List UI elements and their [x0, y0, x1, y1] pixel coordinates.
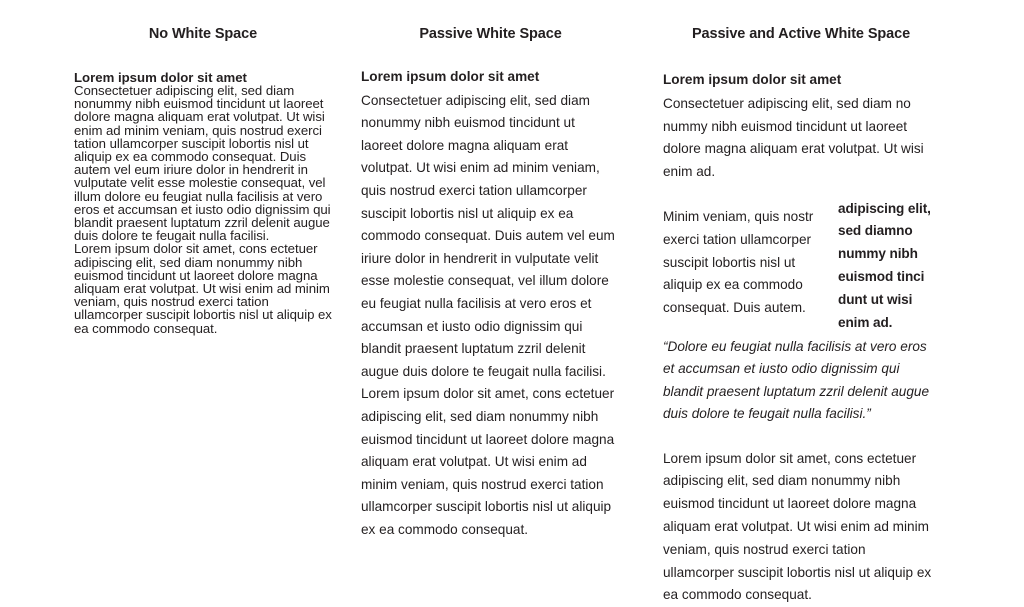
body-paragraph: Consectetuer adipiscing elit, sed diam nonummy nibh euismod tincidunt ut laoreet dolore magna aliquam erat volutpat. Ut wisi enim ad minim veniam, quis nostrud exerci tation ullamcorper suscipit lobortis nisl ut aliquip ex ea commodo consequat. Duis autem vel eum iriure dolor in hendrerit in vulputate velit esse molestie consequat, vel illum dolore eu feugiat nulla facilisis at vero eros et accumsan et iusto odio dignissim qui blandit praesent luptatum zzril delenit augue duis dolore te feugait nulla facilisi. [361, 92, 615, 379]
vertical-spacer [663, 426, 939, 448]
lead-line: Lorem ipsum dolor sit amet [361, 69, 540, 84]
lead-line: Lorem ipsum dolor sit amet [663, 72, 842, 87]
body-paragraph: Consectetuer adipiscing elit, sed diam nonummy nibh euismod tincidunt ut laoreet dolore magna aliquam erat volutpat. Ut wisi enim ad minim veniam, quis nostrud exerci tation ullamcorper suscipit lobortis nisl ut aliquip ex ea commodo consequat. Duis autem vel eum iriure dolor in hendrerit in vulputate velit esse molestie consequat, vel illum dolore eu feugiat nulla facilisis at vero eros et accumsan et iusto odio dignissim qui blandit praesent luptatum zzril delenit augue duis dolore te feugait nulla facilisi. [74, 83, 331, 244]
split-right-callout: adipiscing elit, sed diamno nummy nibh euismod tinci dunt ut wisi enim ad. [838, 200, 931, 330]
column-heading-no-white-space: No White Space [148, 26, 258, 42]
split-left-paragraph: Minim veniam, quis nostr exerci tation ullamcorper suscipit lobortis nisl ut aliquip ex ea commodo consequat. Duis autem. [663, 208, 814, 316]
column-heading-passive-and-active-white-space: Passive and Active White Space [691, 26, 911, 42]
closing-paragraph: Lorem ipsum dolor sit amet, cons ectetuer adipiscing elit, sed diam nonummy nibh euismod tincidunt ut laoreet dolore magna aliquam erat volutpat. Ut wisi enim ad minim veniam, quis nostrud exerci tation ullamcorper suscipit lobortis nisl ut aliquip ex ea commodo consequat. [663, 450, 932, 603]
body-paragraph: Lorem ipsum dolor sit amet, cons ectetuer adipiscing elit, sed diam nonummy nibh euismod tincidunt ut laoreet dolore magna aliquam erat volutpat. Ut wisi enim ad minim veniam, quis nostrud exerci tation ullamcorper suscipit lobortis nisl ut aliquip ex ea commodo consequat. [361, 386, 615, 537]
split-text-block [663, 200, 939, 330]
column-body-passive-white-space [361, 66, 620, 541]
pull-quote: “Dolore eu feugiat nulla facilisis at vero eros et accumsan et iusto odio dignissim qui blandit praesent luptatum zzril delenit augue duis dolore te feugait nulla facilisi.” [663, 338, 930, 422]
column-heading-passive-white-space: Passive White Space [419, 26, 562, 42]
intro-paragraph: Consectetuer adipiscing elit, sed diam no nummy nibh euismod tincidunt ut laoreet dolore magna aliquam erat volutpat. Ut wisi enim ad. [663, 95, 924, 180]
column-body-no-white-space [74, 71, 332, 335]
body-paragraph: Lorem ipsum dolor sit amet, cons ectetuer adipiscing elit, sed diam nonummy nibh euismod tincidunt ut laoreet dolore magna aliquam erat volutpat. Ut wisi enim ad minim veniam, quis nostrud exerci tation ullamcorper suscipit lobortis nisl ut aliquip ex ea commodo consequat. [74, 241, 332, 336]
lead-line: Lorem ipsum dolor sit amet [74, 70, 247, 85]
column-body-passive-and-active-white-space [663, 69, 939, 607]
